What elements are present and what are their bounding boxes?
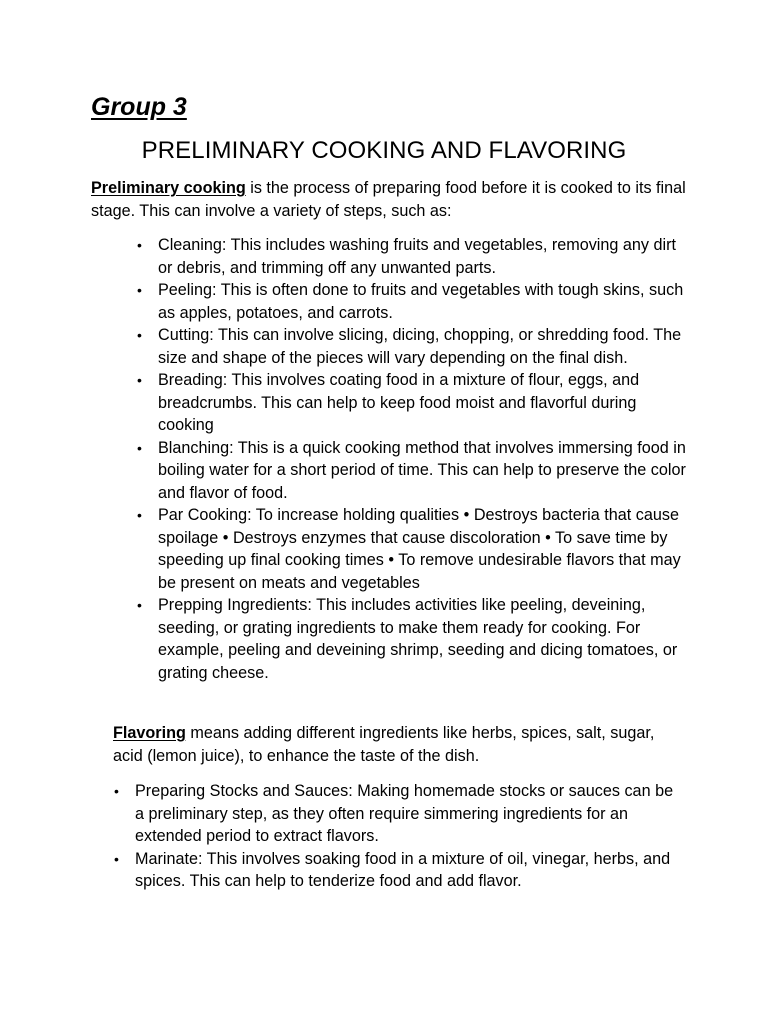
list-item-text: Par Cooking: To increase holding qualities • Destroys bacteria that cause spoilage • Destroys enzymes that cause discoloration • To save time by speeding up final cooking times • To remove undesirable flavors that may be present on meats and vegetables <box>158 506 681 592</box>
list-item <box>137 234 688 279</box>
preliminary-cooking-term: Preliminary cooking <box>91 179 246 197</box>
bullet-icon: • <box>114 850 119 867</box>
list-item-text: Preparing Stocks and Sauces: Making homemade stocks or sauces can be a preliminary step, as they often require simmering ingredients for an extended period to extract flavors. <box>135 782 674 845</box>
bullet-icon: • <box>137 237 142 253</box>
list-item <box>114 848 680 893</box>
bullet-icon: • <box>114 783 119 799</box>
list-item <box>137 504 688 594</box>
bullet-icon: • <box>137 597 142 613</box>
intro-paragraph <box>91 177 691 222</box>
intro-text: is the process of preparing food before it is cooked to its final stage. This can involve a variety of steps, such as: <box>91 179 686 220</box>
list-item-text: Marinate: This involves soaking food in a mixture of oil, vinegar, herbs, and spices. This can help to tenderize food and add flavor. <box>135 849 671 890</box>
flavoring-text: means adding different ingredients like herbs, spices, salt, sugar, acid (lemon juice), to enhance the taste of the dish. <box>113 724 655 765</box>
preliminary-steps-list <box>137 234 688 684</box>
list-item <box>137 369 688 437</box>
list-item-text: Blanching: This is a quick cooking method that involves immersing food in boiling water for a short period of time. This can help to preserve the color and flavor of food. <box>158 438 686 502</box>
list-item-text: Prepping Ingredients: This includes activities like peeling, deveining, seeding, or grating ingredients to make them ready for cooking. For example, peeling and deveining shrimp, seeding and dicing tomatoes, or grating cheese. <box>158 596 678 682</box>
group-label: Group 3 <box>91 93 187 121</box>
flavoring-steps-list <box>114 780 680 893</box>
list-item <box>137 279 688 324</box>
flavoring-paragraph <box>113 722 673 767</box>
list-item <box>137 324 688 369</box>
document-title: PRELIMINARY COOKING AND FLAVORING <box>141 137 627 164</box>
bullet-icon: • <box>137 439 142 456</box>
bullet-icon: • <box>137 507 142 523</box>
list-item <box>137 594 688 684</box>
list-item-text: Peeling: This is often done to fruits and vegetables with tough skins, such as apples, potatoes, and carrots. <box>158 281 684 322</box>
list-item-text: Breading: This involves coating food in a mixture of flour, eggs, and breadcrumbs. This can help to keep food moist and flavorful during cooking <box>158 371 640 434</box>
bullet-icon: • <box>137 372 142 388</box>
list-item-text: Cleaning: This includes washing fruits and vegetables, removing any dirt or debris, and trimming off any unwanted parts. <box>158 236 676 277</box>
list-item-text: Cutting: This can involve slicing, dicing, chopping, or shredding food. The size and shape of the pieces will vary depending on the final dish. <box>158 326 682 367</box>
bullet-icon: • <box>137 327 142 343</box>
list-item <box>114 780 680 848</box>
list-item <box>137 437 688 505</box>
bullet-icon: • <box>137 282 142 298</box>
flavoring-term: Flavoring <box>113 724 186 742</box>
